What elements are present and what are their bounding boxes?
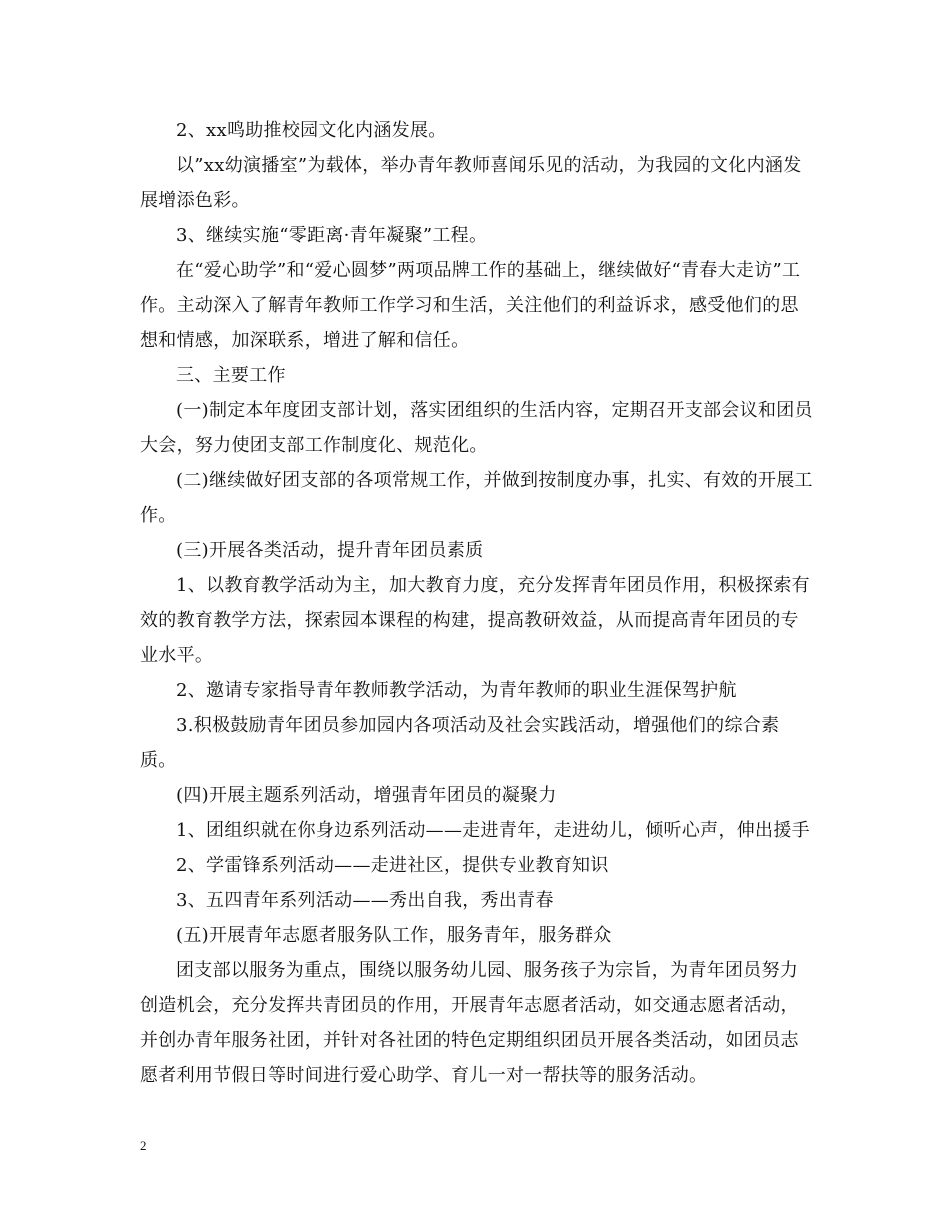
paragraph-10: 2、邀请专家指导青年教师教学活动，为青年教师的职业生涯保驾护航 <box>176 680 737 701</box>
paragraph-8: (三)开展各类活动，提升青年团员素质 <box>176 540 484 561</box>
paragraph-3: 3、继续实施“零距离·青年凝聚”工程。 <box>176 225 488 246</box>
document-body <box>140 113 815 1093</box>
section-heading-main-work: 三、主要工作 <box>176 365 286 386</box>
paragraph-15: 3、五四青年系列活动——秀出自我，秀出青春 <box>176 890 554 911</box>
paragraph-6: (一)制定本年度团支部计划，落实团组织的生活内容，定期召开支部会议和团员大会，努力使团支部工作制度化、规范化。 <box>140 400 813 456</box>
paragraph-1: 2、xx鸣助推校园文化内涵发展。 <box>176 120 447 141</box>
paragraph-2: 以”xx幼演播室”为载体，举办青年教师喜闻乐见的活动，为我园的文化内涵发展增添色彩。 <box>140 155 802 211</box>
paragraph-14: 2、学雷锋系列活动——走进社区，提供专业教育知识 <box>176 855 609 876</box>
paragraph-13: 1、团组织就在你身边系列活动——走进青年，走进幼儿，倾听心声，伸出援手 <box>176 820 810 841</box>
paragraph-4: 在“爱心助学”和“爱心圆梦”两项品牌工作的基础上，继续做好“青春大走访”工作。主动深入了解青年教师工作学习和生活，关注他们的利益诉求，感受他们的思想和情感，加深联系，增进了解和信任。 <box>140 260 801 351</box>
paragraph-12: (四)开展主题系列活动，增强青年团员的凝聚力 <box>176 785 557 806</box>
paragraph-9: 1、以教育教学活动为主，加大教育力度，充分发挥青年团员作用，积极探索有效的教育教学方法，探索园本课程的构建，提高教研效益，从而提高青年团员的专业水平。 <box>140 575 810 666</box>
paragraph-11: 3.积极鼓励青年团员参加园内各项活动及社会实践活动，增强他们的综合素质。 <box>140 715 780 771</box>
paragraph-7: (二)继续做好团支部的各项常规工作，并做到按制度办事，扎实、有效的开展工作。 <box>140 470 813 526</box>
paragraph-17: 团支部以服务为重点，围绕以服务幼儿园、服务孩子为宗旨，为青年团员努力创造机会，充分发挥共青团员的作用，开展青年志愿者活动，如交通志愿者活动，并创办青年服务社团，并针对各社团的特色定期组织团员开展各类活动，如团员志愿者利用节假日等时间进行爱心助学、育儿一对一帮扶等的服务活动。 <box>140 960 799 1086</box>
page-number: 2 <box>140 1138 147 1153</box>
paragraph-16: (五)开展青年志愿者服务队工作，服务青年，服务群众 <box>176 925 612 946</box>
